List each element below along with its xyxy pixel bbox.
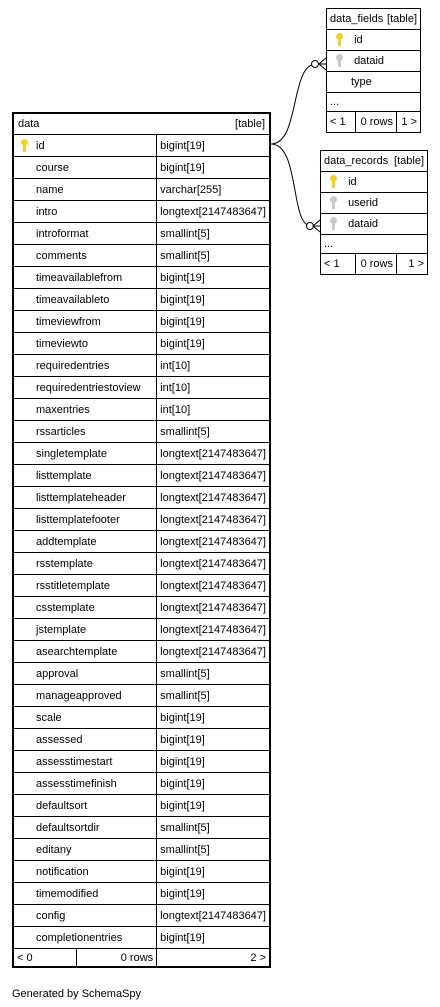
column-name: id	[354, 33, 363, 46]
column-name: id	[348, 175, 357, 188]
column-name: assesstimefinish	[36, 777, 117, 790]
table-type-label: [table]	[387, 13, 417, 25]
table-row	[13, 707, 270, 729]
column-type: longtext[2147483647]	[160, 447, 266, 460]
column-name: timeviewto	[36, 337, 88, 350]
child-count: 1 >	[408, 258, 424, 270]
foreign-key-icon	[329, 217, 339, 231]
column-name: course	[36, 161, 70, 174]
parent-count: < 1	[324, 258, 340, 270]
column-type: longtext[2147483647]	[160, 623, 266, 636]
column-type: longtext[2147483647]	[160, 557, 266, 570]
column-name: jstemplate	[36, 623, 87, 636]
column-type: bigint[19]	[160, 733, 205, 746]
column-type: smallint[5]	[160, 227, 210, 240]
column-name: userid	[348, 196, 379, 209]
column-name: rsstitletemplate	[36, 579, 110, 592]
column-type: longtext[2147483647]	[160, 645, 266, 658]
column-type: bigint[19]	[160, 799, 205, 812]
table-row	[13, 685, 270, 707]
column-type: smallint[5]	[160, 249, 210, 262]
table-row	[13, 465, 270, 487]
table-header	[321, 151, 428, 172]
column-type: longtext[2147483647]	[160, 469, 266, 482]
table-row	[13, 289, 270, 311]
table-row	[13, 333, 270, 355]
column-type: int[10]	[160, 403, 191, 416]
table-row	[13, 531, 270, 553]
more-columns-ellipsis: ...	[330, 96, 340, 108]
table-row	[13, 267, 270, 289]
column-type: bigint[19]	[160, 337, 205, 350]
table-row	[13, 355, 270, 377]
column-name: introformat	[36, 227, 89, 240]
column-type: longtext[2147483647]	[160, 601, 266, 614]
table-row	[13, 245, 270, 267]
table-row	[13, 751, 270, 773]
table-header	[13, 113, 270, 135]
column-name: listtemplateheader	[36, 491, 126, 504]
column-type: bigint[19]	[160, 931, 205, 944]
table-row	[13, 905, 270, 927]
primary-key-icon	[20, 139, 30, 153]
child-count: 2 >	[250, 951, 266, 964]
table-body	[13, 135, 270, 949]
column-name: type	[351, 76, 372, 88]
column-type: bigint[19]	[160, 755, 205, 768]
column-name: requiredentriestoview	[36, 381, 141, 394]
column-name: manageapproved	[36, 689, 122, 702]
column-name: maxentries	[36, 403, 90, 416]
table-row	[13, 135, 270, 157]
generated-by-note: Generated by SchemaSpy	[12, 988, 142, 1000]
column-type: bigint[19]	[160, 777, 205, 790]
column-name: timeviewfrom	[36, 315, 101, 328]
relation-data-to-data-fields	[271, 64, 326, 144]
column-name: dataid	[354, 54, 385, 67]
table-row	[321, 193, 428, 214]
column-type: longtext[2147483647]	[160, 535, 266, 548]
table-row	[13, 597, 270, 619]
table-row	[13, 399, 270, 421]
child-count: 1 >	[401, 116, 417, 128]
column-name: addtemplate	[36, 535, 97, 548]
column-name: rsstemplate	[36, 557, 93, 570]
table-row	[13, 619, 270, 641]
relation-crowfoot	[313, 220, 320, 232]
column-name: timeavailablefrom	[36, 271, 123, 284]
column-name: defaultsort	[36, 799, 88, 812]
table-row	[321, 214, 428, 235]
relation-optional-marker	[312, 61, 319, 68]
column-name: intro	[36, 205, 58, 218]
column-name: config	[36, 909, 66, 922]
column-type: smallint[5]	[160, 821, 210, 834]
column-type: longtext[2147483647]	[160, 205, 266, 218]
column-type: bigint[19]	[160, 139, 205, 152]
column-name: defaultsortdir	[36, 821, 100, 834]
column-type: longtext[2147483647]	[160, 579, 266, 592]
row-count: 0 rows	[360, 116, 393, 128]
data-records-table	[320, 150, 428, 275]
relation-data-to-data-records	[271, 144, 320, 226]
column-type: smallint[5]	[160, 689, 210, 702]
column-name: assesstimestart	[36, 755, 113, 768]
table-row	[321, 172, 428, 193]
column-name: requiredentries	[36, 359, 110, 372]
table-row	[327, 72, 421, 93]
data-fields-table	[326, 8, 421, 133]
column-name: timeavailableto	[36, 293, 110, 306]
column-type: int[10]	[160, 381, 191, 394]
foreign-key-icon	[335, 54, 345, 68]
column-name: comments	[36, 249, 87, 262]
parent-count: < 0	[17, 951, 33, 964]
table-row	[327, 51, 421, 72]
table-row	[13, 575, 270, 597]
table-row	[327, 30, 421, 51]
relation-optional-marker	[307, 223, 314, 230]
table-row	[13, 883, 270, 905]
column-name: listtemplatefooter	[36, 513, 120, 526]
column-name: listtemplate	[36, 469, 92, 482]
primary-key-icon	[329, 175, 339, 189]
row-count: 0 rows	[120, 951, 154, 964]
primary-key-icon	[335, 33, 345, 47]
table-row	[13, 663, 270, 685]
column-type: smallint[5]	[160, 667, 210, 680]
column-name: csstemplate	[36, 601, 95, 614]
table-row	[321, 235, 428, 254]
column-type: bigint[19]	[160, 293, 205, 306]
table-row	[13, 641, 270, 663]
column-name: notification	[36, 865, 89, 878]
column-name: completionentries	[36, 931, 123, 944]
table-row	[13, 421, 270, 443]
column-name: id	[36, 139, 45, 152]
column-type: bigint[19]	[160, 161, 205, 174]
table-row	[13, 553, 270, 575]
column-name: dataid	[348, 217, 379, 230]
column-name: singletemplate	[36, 447, 107, 460]
table-row	[13, 157, 270, 179]
table-row	[13, 773, 270, 795]
table-name: data	[18, 118, 40, 130]
column-type: longtext[2147483647]	[160, 909, 266, 922]
table-row	[13, 509, 270, 531]
data-table	[12, 112, 271, 968]
table-row	[13, 839, 270, 861]
table-header	[327, 9, 421, 30]
column-name: asearchtemplate	[36, 645, 118, 658]
table-footer	[321, 254, 428, 275]
table-row	[13, 729, 270, 751]
table-row	[13, 377, 270, 399]
table-row	[327, 93, 421, 112]
column-type: bigint[19]	[160, 315, 205, 328]
table-row	[13, 201, 270, 223]
table-row	[13, 311, 270, 333]
column-type: smallint[5]	[160, 425, 210, 438]
table-row	[13, 223, 270, 245]
row-count: 0 rows	[360, 258, 393, 270]
column-type: bigint[19]	[160, 271, 205, 284]
table-name: data_records	[324, 155, 389, 167]
column-type: bigint[19]	[160, 865, 205, 878]
table-row	[13, 443, 270, 465]
column-name: rssarticles	[36, 425, 86, 438]
table-row	[13, 795, 270, 817]
column-name: editany	[36, 843, 72, 856]
column-name: timemodified	[36, 887, 99, 900]
relation-crowfoot	[319, 58, 326, 70]
column-type: varchar[255]	[160, 183, 222, 196]
column-name: scale	[36, 711, 62, 724]
foreign-key-icon	[329, 196, 339, 210]
more-columns-ellipsis: ...	[324, 238, 334, 250]
table-row	[13, 487, 270, 509]
column-type: bigint[19]	[160, 887, 205, 900]
table-row	[13, 861, 270, 883]
column-type: longtext[2147483647]	[160, 513, 266, 526]
table-row	[13, 927, 270, 949]
table-footer	[13, 949, 270, 968]
column-type: int[10]	[160, 359, 191, 372]
table-name: data_fields	[330, 13, 384, 25]
column-name: name	[36, 183, 64, 196]
column-name: assessed	[36, 733, 83, 746]
table-footer	[327, 112, 421, 133]
column-type: smallint[5]	[160, 843, 210, 856]
table-row	[13, 179, 270, 201]
column-type: longtext[2147483647]	[160, 491, 266, 504]
column-type: bigint[19]	[160, 711, 205, 724]
table-row	[13, 817, 270, 839]
table-type-label: [table]	[394, 155, 424, 167]
table-type-label: [table]	[235, 118, 265, 130]
parent-count: < 1	[330, 116, 346, 128]
column-name: approval	[36, 667, 79, 680]
